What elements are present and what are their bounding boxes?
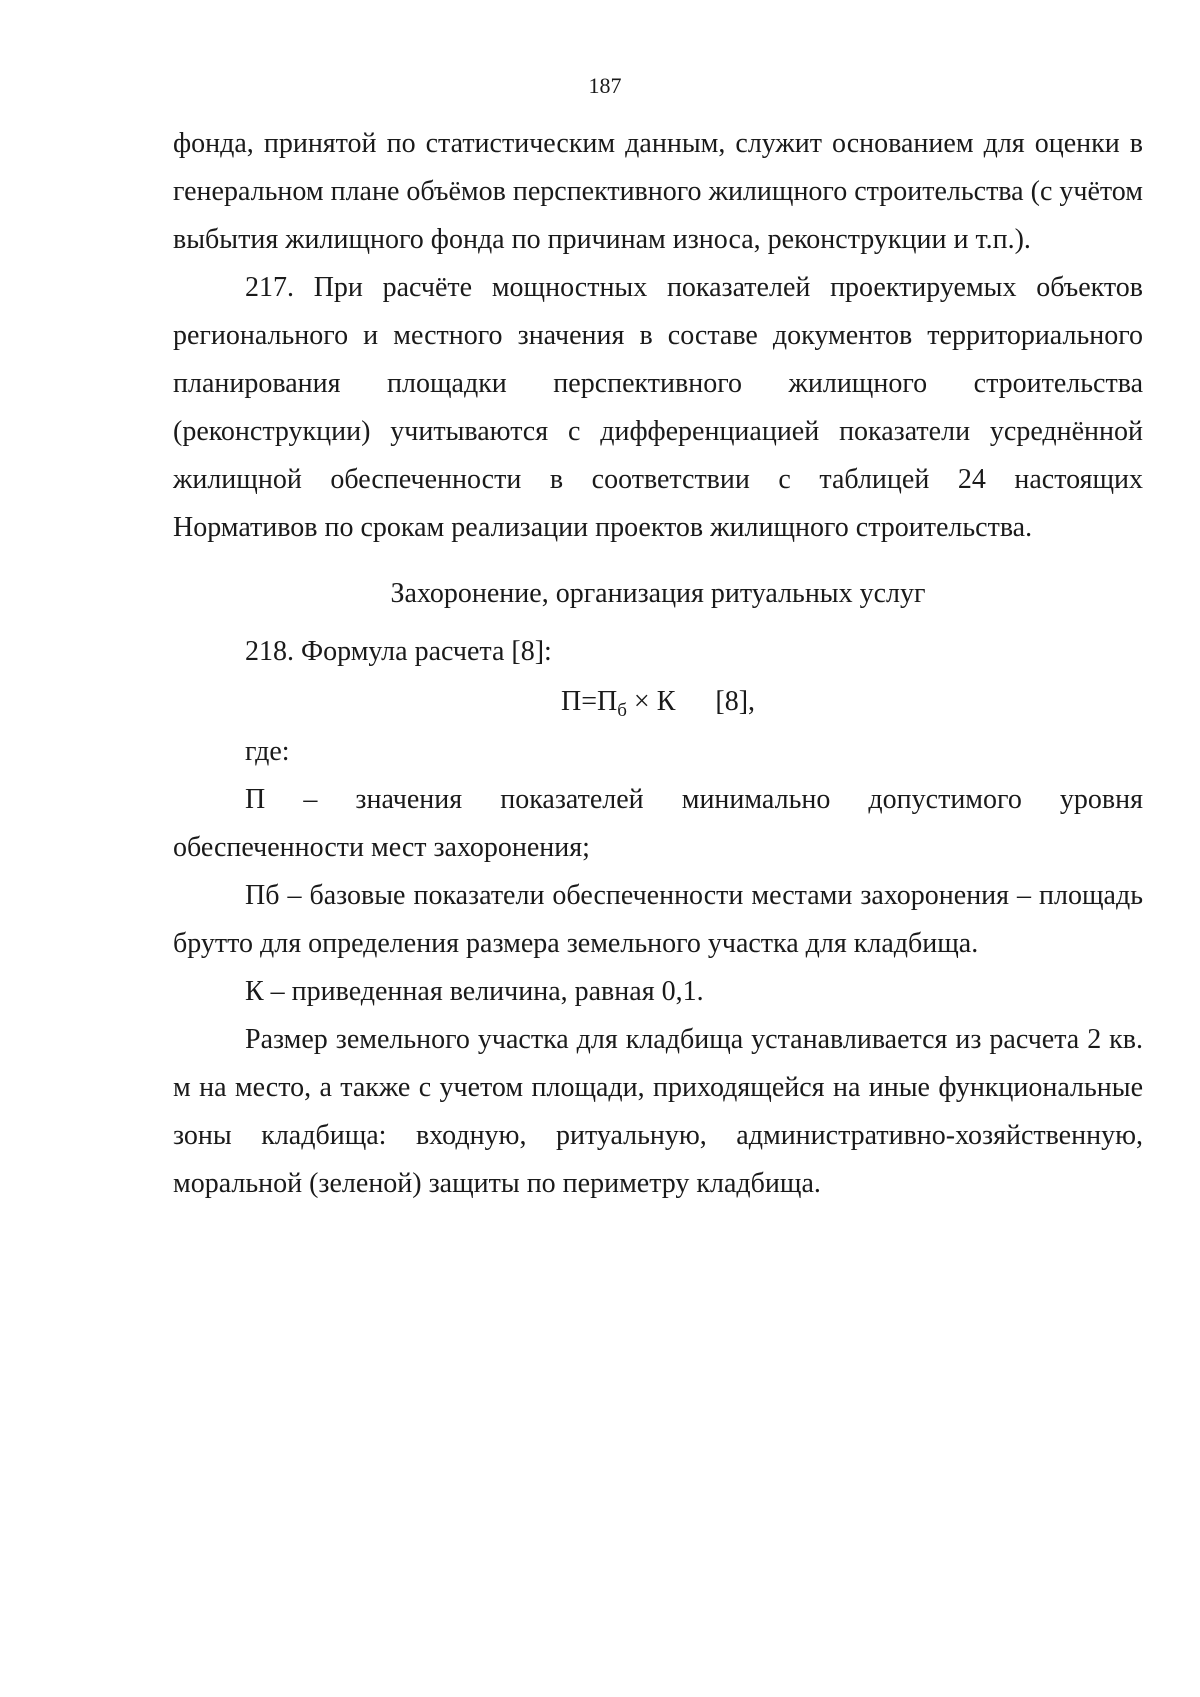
definition-pb: Пб – базовые показатели обеспеченности местами захоронения – площадь брутто для определения размера земельного участка для кладбища. — [173, 880, 1143, 959]
formula-rhs: × К — [626, 686, 676, 717]
paragraph-continuation: фонда, принятой по статистическим данным, служит основанием для оценки в генеральном плане объёмов перспективного жилищного строительства (с учётом выбытия жилищного фонда по причинам износа, реконструкции и т.п.). — [173, 128, 1143, 255]
formula-reference: [8], — [715, 686, 756, 717]
page-number: 187 — [588, 73, 622, 98]
where-label: где: — [245, 736, 290, 767]
definition-p: П – значения показателей минимально допустимого уровня обеспеченности мест захоронения; — [173, 784, 1143, 863]
paragraph-cemetery-size: Размер земельного участка для кладбища устанавливается из расчета 2 кв. м на место, а также с учетом площади, приходящейся на иные функциональные зоны кладбища: входную, ритуальную, административно-хозяйственную, моральной (зеленой) защиты по периметру кладбища. — [173, 1024, 1143, 1199]
section-heading: Захоронение, организация ритуальных услуг — [390, 578, 926, 609]
page-body — [173, 120, 1143, 1208]
formula-subscript: б — [617, 700, 627, 721]
paragraph-217: 217. При расчёте мощностных показателей проектируемых объектов регионального и местного значения в составе документов территориального планирования площадки перспективного жилищного строительства (реконструкции) учитываются с дифференциацией показатели усреднённой жилищной обеспеченности в соответствии с таблицей 24 настоящих Нормативов по срокам реализации проектов жилищного строительства. — [173, 272, 1143, 543]
formula-lhs: П=П — [561, 686, 618, 717]
definition-k: К – приведенная величина, равная 0,1. — [245, 976, 704, 1007]
paragraph-218: 218. Формула расчета [8]: — [245, 636, 552, 667]
formula — [173, 678, 1143, 726]
